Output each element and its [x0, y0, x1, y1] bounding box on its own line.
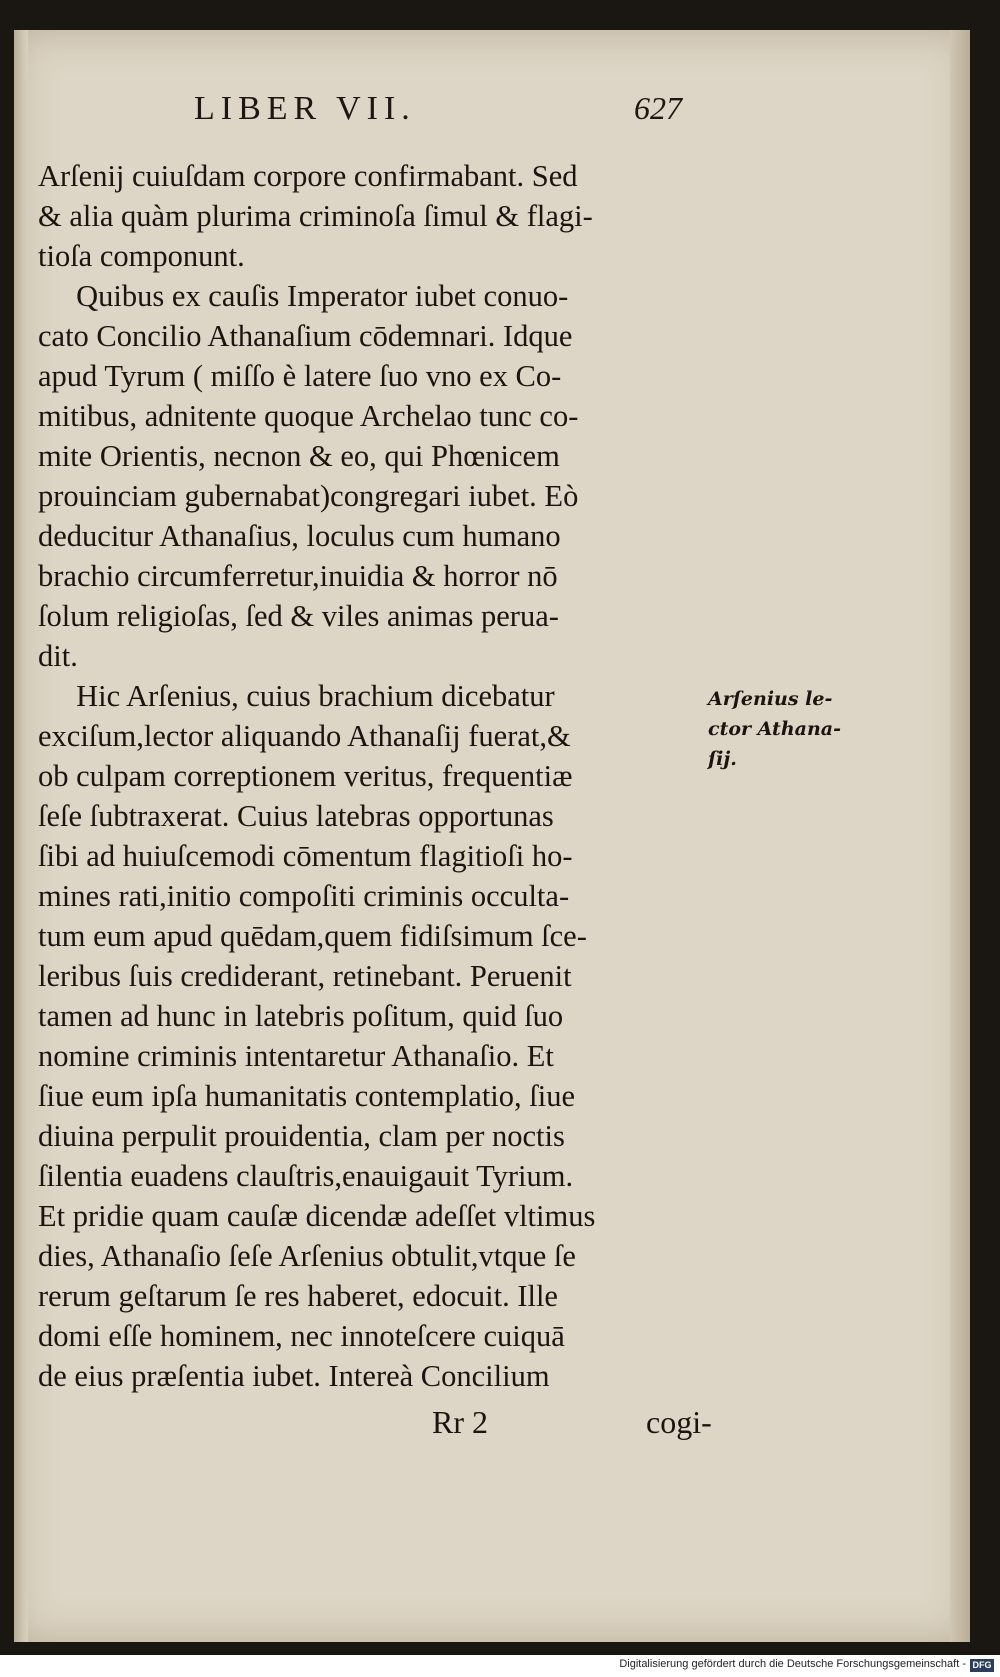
text-line: Hic Arſenius, cuius brachium dicebatur [38, 679, 555, 713]
marginal-note-line: ſij. [708, 748, 737, 770]
text-line: ſeſe ſubtraxerat. Cuius latebras opportunas [38, 799, 554, 833]
text-line: deducitur Athanaſius, loculus cum humano [38, 519, 561, 553]
digitization-credit-bar [0, 1655, 1000, 1677]
running-head: LIBER VII. [194, 90, 416, 127]
text-line: leribus ſuis crediderant, retinebant. Peruenit [38, 959, 572, 993]
text-line: rerum geſtarum ſe res haberet, edocuit. Ille [38, 1279, 558, 1313]
text-line: tioſa componunt. [38, 239, 245, 273]
text-line: dies, Athanaſio ſeſe Arſenius obtulit,vtque ſe [38, 1239, 576, 1273]
text-line: dit. [38, 639, 78, 673]
text-line: diuina perpulit prouidentia, clam per noctis [38, 1119, 565, 1153]
page-number: 627 [634, 90, 682, 126]
catchword: cogi- [646, 1404, 712, 1440]
text-line: brachio circumferretur,inuidia & horror nō [38, 559, 558, 593]
dfg-logo-icon: DFG [970, 1659, 994, 1672]
page-footer [14, 1404, 970, 1448]
signature-mark: Rr 2 [432, 1404, 488, 1440]
text-line: Arſenij cuiuſdam corpore confirmabant. Sed [38, 159, 578, 193]
text-line: cato Concilio Athanaſium cōdemnari. Idque [38, 319, 573, 353]
text-line: mitibus, adnitente quoque Archelao tunc co- [38, 399, 579, 433]
text-line: Et pridie quam cauſæ dicendæ adeſſet vltimus [38, 1199, 596, 1233]
marginal-note-line: Arſenius le- [708, 688, 833, 710]
text-line: domi eſſe hominem, nec innoteſcere cuiquā [38, 1319, 565, 1353]
text-line: mite Orientis, necnon & eo, qui Phœnicem [38, 439, 560, 473]
book-page [14, 30, 970, 1642]
text-line: ob culpam correptionem veritus, frequentiæ [38, 759, 573, 793]
text-line: ſiue eum ipſa humanitatis contemplatio, ſiue [38, 1079, 576, 1113]
text-line: ſolum religioſas, ſed & viles animas perua- [38, 599, 559, 633]
main-text-block [38, 156, 704, 1396]
text-line: nomine criminis intentaretur Athanaſio. Et [38, 1039, 554, 1073]
marginal-note [708, 684, 888, 774]
text-line: apud Tyrum ( miſſo è latere ſuo vno ex Co- [38, 359, 562, 393]
digitization-credit: Digitalisierung gefördert durch die Deutsche Forschungsgemeinschaft - [619, 1658, 966, 1670]
text-line: Quibus ex cauſis Imperator iubet conuo- [38, 279, 569, 313]
text-line: ſibi ad huiuſcemodi cōmentum flagitioſi ho- [38, 839, 573, 873]
text-line: tamen ad hunc in latebris poſitum, quid ſuo [38, 999, 564, 1033]
text-line: exciſum,lector aliquando Athanaſij fuerat,& [38, 719, 571, 753]
text-line: & alia quàm plurima criminoſa ſimul & flagi- [38, 199, 593, 233]
marginal-note-line: ctor Athana- [708, 718, 841, 740]
text-line: ſilentia euadens clauſtris,enauigauit Tyrium. [38, 1159, 574, 1193]
text-line: mines rati,initio compoſiti criminis occulta- [38, 879, 570, 913]
text-line: de eius præſentia iubet. Intereà Concilium [38, 1359, 550, 1393]
page-header [14, 90, 970, 136]
text-line: tum eum apud quēdam,quem fidiſsimum ſce- [38, 919, 587, 953]
page-edge [950, 30, 970, 1642]
page-gutter [14, 30, 28, 1642]
text-line: prouinciam gubernabat)congregari iubet. Eò [38, 479, 579, 513]
